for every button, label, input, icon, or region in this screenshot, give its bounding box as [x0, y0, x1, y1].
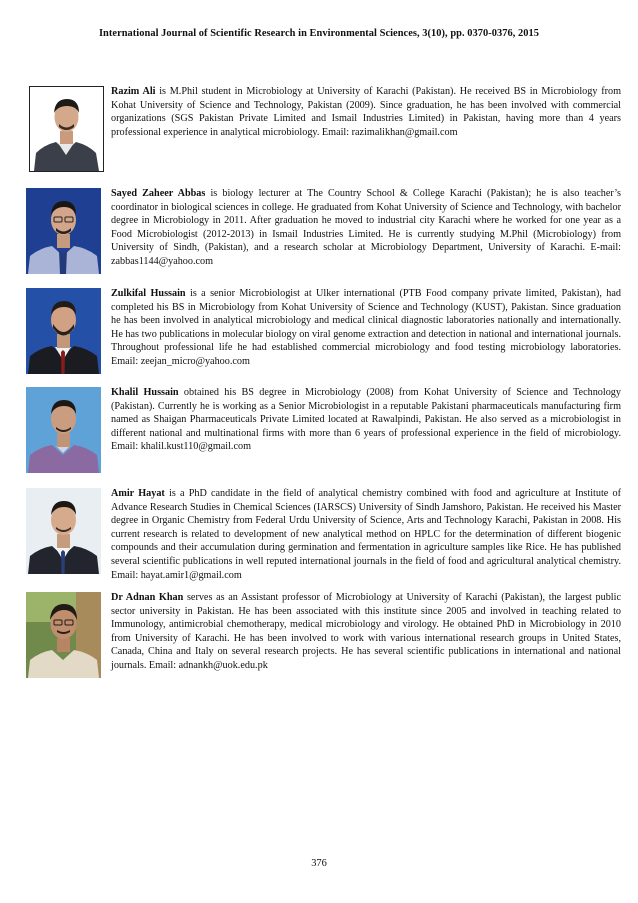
bio-text [111, 591, 621, 673]
author-name: Khalil Hussain [111, 387, 179, 398]
bio-text [111, 386, 621, 454]
bio-text [111, 287, 621, 369]
bio-body: serves as an Assistant professor of Microbiology at University of Karachi (Pakistan), the largest public sector university in Pakistan. He has been associated with this institute since 2005 and involved in teaching related to Immunology, antimicrobial chemotherapy, medical microbiology and virology. He obtained PhD in Microbiology in 2010 from University of Karachi. He has been involved to work with various international research groups in United States, Canada, China and Italy on several research projects. He has several scientific publications in international and national journals. Email: adnankh@uok.edu.pk [111, 592, 621, 671]
bio-body: is M.Phil student in Microbiology at University of Karachi (Pakistan). He received BS in Microbiology from Kohat University of Science and Technology, Pakistan (2009). Since graduation, he has been involved with commercial organizations (SGS Pakistan Private Limited and Ismail Industries Limited) in Pakistan, having more than 4 years professional experience in analytical microbiology. Email: razimalikhan@gmail.com [111, 86, 621, 138]
author-photo [29, 86, 104, 172]
author-name: Amir Hayat [111, 488, 165, 499]
bio-body: is biology lecturer at The Country School & College Karachi (Pakistan); he is also teacher’s coordinator in biological sciences in college. He graduated from Kohat University of Science and Technology, with bachelor degree in Microbiology in 2011. After graduation he moved to industrial city Karachi where he worked for one year as a Food Microbiologist (2012-2013) in Ismail Industries Limited. He is currently studying M.Phil (Microbiology) from University of Sindh, (Pakistan), and a research scholar at Microbiology Department, University of Karachi. E-mail: zabbas1144@yahoo.com [111, 188, 621, 267]
bio-body: is a PhD candidate in the field of analytical chemistry combined with food and agriculture at Institute of Advance Research Studies in Chemical Sciences (IARSCS) University of Sindh Jamshoro, Pakistan. He received his Master degree in Organic Chemistry from Federal Urdu University of Science, Arts and Technology Karachi, Pakistan in 2008. His current research is related to development of new analytical method on HPLC for the determination of different biogenic compounds and their accumulation during germination and fermentation in agriculture samples like Rice. He has published several scientific publications in well reputed international journals in the field of food and agricultural analytical chemistry. Email: hayat.amir1@gmail.com [111, 488, 622, 581]
bio-text [111, 487, 621, 582]
author-photo [26, 288, 101, 374]
author-name: Zulkifal Hussain [111, 288, 186, 299]
bio-body: is a senior Microbiologist at Ulker international (PTB Food company private limited, Pakistan), had completed his BS in Microbiology from Kohat University of Science and Technology (KUST), Pakistan. Since graduation he has been involved in analytical microbiology and medical clinical diagnostic laboratories nationally and internationally. He has two publications in molecular biology on viral genome extraction and detection in national and international journals. Throughout professional life he had established commercial microbiology and food testing microbiology laboratories. Email: zeejan_micro@yahoo.com [111, 288, 621, 367]
author-photo [26, 188, 101, 274]
author-photo [26, 488, 101, 574]
author-photo [26, 592, 101, 678]
author-photo [26, 387, 101, 473]
author-name: Razim Ali [111, 86, 156, 97]
bio-text [111, 85, 621, 139]
journal-citation-header: International Journal of Scientific Research in Environmental Sciences, 3(10), pp. 0370-0376, 2015 [98, 28, 540, 39]
author-name: Dr Adnan Khan [111, 592, 184, 603]
bio-body: obtained his BS degree in Microbiology (2008) from Kohat University of Science and Technology (Pakistan). Currently he is working as a Senior Microbiologist in a reputable Pakistani pharmaceuticals manufacturing firm named as Shaigan Pharmaceuticals Private Limited located at Rawalpindi, Pakistan. He also served as a microbiologist in different national and multinational firms with more than 6 years of professional experience in the field of microbiology. Email: khalil.kust110@gmail.com [111, 387, 621, 453]
page-number: 376 [311, 858, 327, 869]
bio-text [111, 187, 621, 269]
author-name: Sayed Zaheer Abbas [111, 188, 206, 199]
